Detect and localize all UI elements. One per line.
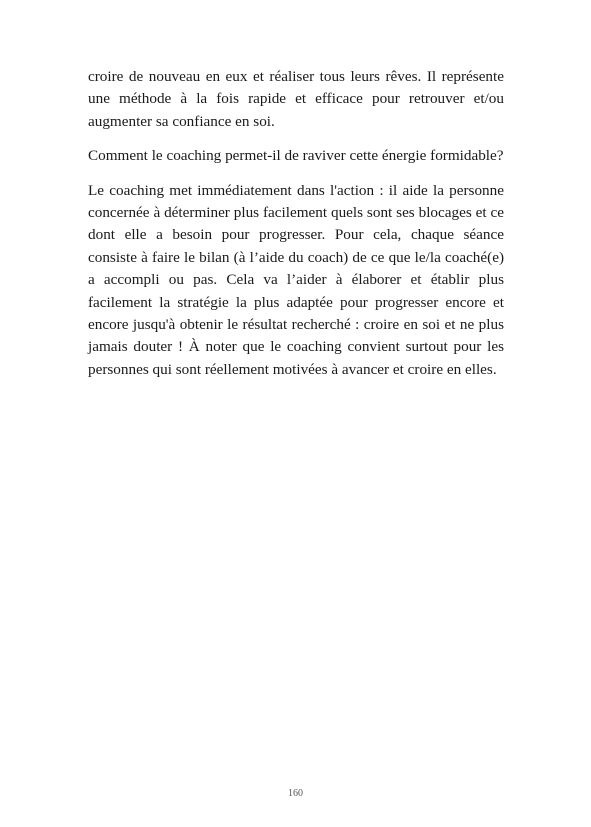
body-text [88,66,504,381]
paragraph-answer: Le coaching met immédiatement dans l'action : il aide la personne concernée à déterminer plus facilement quels sont ses blocages et ce dont elle a besoin pour progresser. Pour cela, chaque séance consiste à faire le bilan (à l’aide du coach) de ce que le/la coaché(e) a accompli ou pas. Cela va l’aider à élaborer et établir plus facilement la stratégie la plus adaptée pour progresser encore et encore jusqu'à obtenir le résultat recherché : croire en soi et ne plus jamais douter ! À noter que le coaching convient surtout pour les personnes qui sont réellement motivées à avancer et croire en elles. [88,181,504,378]
paragraph-question: Comment le coaching permet-il de raviver cette énergie formidable? [88,147,504,165]
paragraph-continuation: croire de nouveau en eux et réaliser tous leurs rêves. Il représente une méthode à la fois rapide et efficace pour retrouver et/ou augmenter sa confiance en soi. [88,68,504,130]
page-number: 160 [288,788,303,799]
